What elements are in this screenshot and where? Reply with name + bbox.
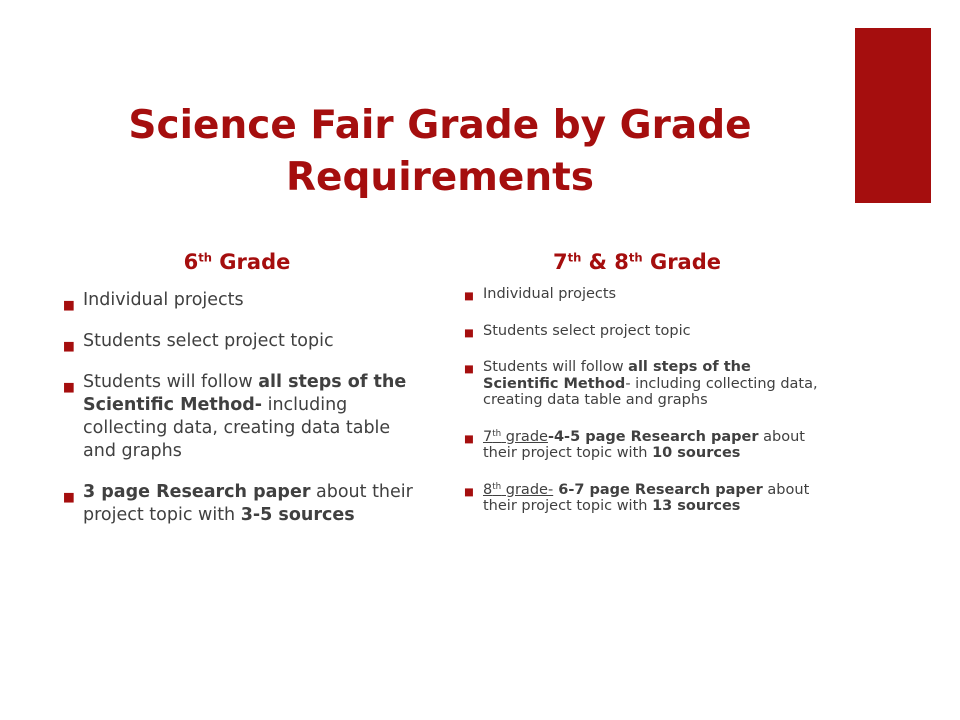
item-text-bold-2: 13 sources [652, 498, 741, 514]
grade-num: 7 [483, 428, 493, 445]
list-item [464, 322, 818, 340]
square-bullet-icon: ■ [63, 338, 75, 353]
list-item [63, 289, 418, 312]
item-text-post: about their project topic with [483, 428, 805, 461]
heading-num-a: 7 [552, 250, 568, 274]
list-item [63, 330, 418, 353]
list-item [464, 481, 818, 515]
grade-rest: grade [501, 428, 548, 445]
square-bullet-icon: ■ [464, 485, 474, 498]
list-item [63, 371, 418, 463]
square-bullet-icon: ■ [63, 297, 75, 312]
item-text-bold: 3 page Research paper [83, 482, 311, 502]
list-item [464, 286, 818, 303]
heading-rest: Grade [212, 250, 291, 274]
heading-sup-a: th [567, 250, 582, 265]
heading-rest: Grade [642, 250, 722, 274]
heading-num: 6 [183, 250, 199, 274]
square-bullet-icon: ■ [464, 290, 474, 302]
heading-sup: th [198, 250, 212, 265]
heading-mid: & 8 [581, 250, 629, 274]
square-bullet-icon: ■ [464, 432, 474, 445]
slide-title: Science Fair Grade by Grade Requirements [128, 103, 752, 200]
item-text: Students select project topic [483, 322, 691, 339]
accent-bar [855, 28, 931, 203]
item-text: Students select project topic [83, 331, 334, 351]
item-text-bold-2: 10 sources [652, 445, 741, 461]
item-text: Individual projects [483, 286, 617, 302]
heading-7th-8th-grade [462, 250, 812, 274]
item-text-pre: Students will follow [83, 372, 259, 392]
item-text-post: about their project topic with [83, 482, 413, 525]
item-text-post: - including collecting data, creating data table and graphs [483, 375, 818, 408]
seventh-eighth-grade-requirements-list [464, 286, 818, 535]
sixth-grade-requirements-list [63, 289, 418, 545]
item-text-post: including collecting data, creating data table and graphs [83, 395, 391, 461]
item-text: Individual projects [83, 290, 244, 310]
item-text-bold-2: 3-5 sources [240, 505, 355, 525]
item-text-post: about their project topic with [483, 481, 810, 514]
item-text-bold: 6-7 page Research paper [553, 481, 763, 498]
list-item [464, 428, 818, 462]
grade-sup: th [492, 428, 502, 439]
grade-sup: th [492, 481, 502, 492]
item-text-pre: Students will follow [483, 359, 629, 375]
square-bullet-icon: ■ [63, 379, 75, 394]
heading-6th-grade [62, 250, 412, 274]
grade-label-underlined [483, 482, 553, 498]
list-item [464, 359, 818, 409]
item-text-bold: all steps of the Scientific Method- [83, 372, 407, 415]
heading-sup-b: th [628, 250, 643, 265]
square-bullet-icon: ■ [63, 489, 75, 504]
list-item [63, 481, 418, 527]
grade-label-underlined [483, 429, 548, 445]
square-bullet-icon: ■ [464, 363, 474, 375]
square-bullet-icon: ■ [464, 326, 474, 339]
grade-rest: grade- [501, 481, 554, 498]
item-text-bold: -4-5 page Research paper [547, 428, 759, 445]
grade-num: 8 [483, 481, 493, 498]
item-text-bold: all steps of the Scientific Method [483, 359, 751, 392]
